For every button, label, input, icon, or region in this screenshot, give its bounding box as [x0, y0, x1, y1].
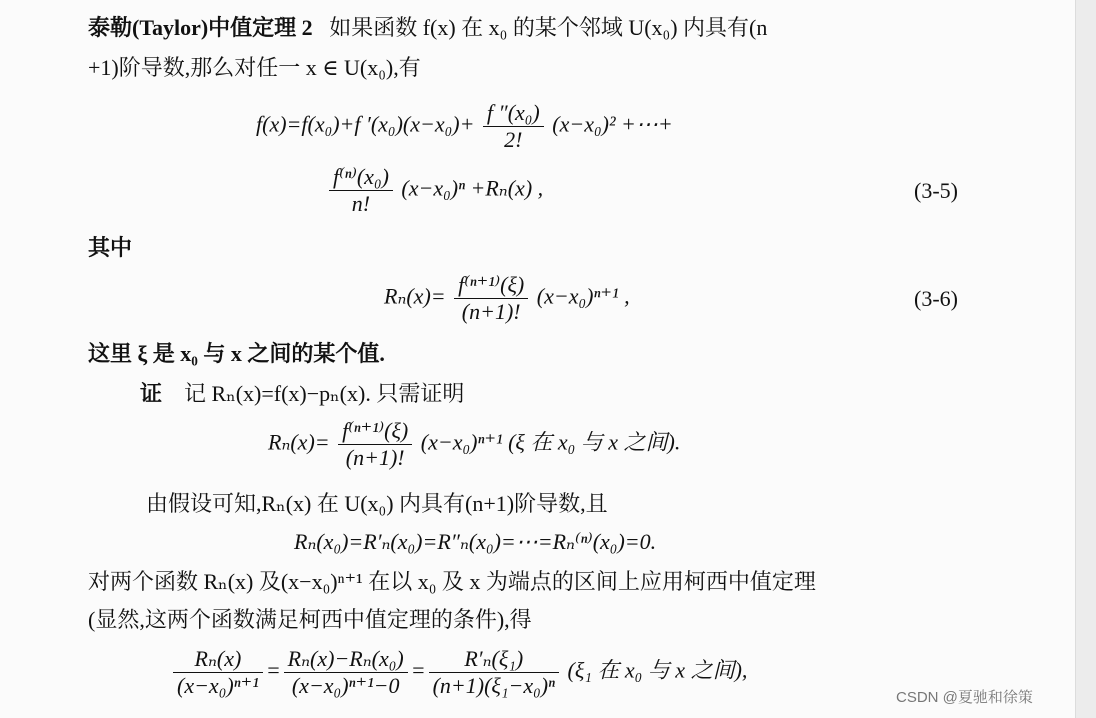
proof-eq-denominator: (n+1)!	[345, 445, 405, 470]
eq35-frac1-numerator: f ″(x₀)	[483, 100, 544, 127]
eq36-denominator: (n+1)!	[461, 299, 521, 324]
proof-line-5: (显然,这两个函数满足柯西中值定理的条件),得	[88, 607, 532, 632]
final-f3-denominator: (n+1)(ξ₁−x₀)ⁿ	[432, 673, 555, 698]
equation-number-3-5: (3-5)	[914, 178, 958, 203]
proof-eq-numerator: f⁽ⁿ⁺¹⁾(ξ)	[338, 418, 412, 445]
eq35-lhs: f(x)=f(x₀)+f ′(x₀)(x−x₀)+	[256, 111, 475, 137]
eq35-tail-2: (x−x₀)ⁿ +Rₙ(x) ,	[401, 175, 544, 201]
proof-line-1	[140, 380, 464, 408]
proof-equation	[268, 418, 680, 471]
theorem-title: 泰勒(Taylor)中值定理 2	[88, 15, 313, 40]
proof-eq-lhs: Rₙ(x)=	[268, 429, 330, 455]
eq35-frac1-denominator: 2!	[504, 127, 523, 152]
eq35-frac2-denominator: n!	[351, 191, 371, 216]
final-f2-numerator: Rₙ(x)−Rₙ(x₀)	[284, 646, 408, 673]
xi-statement: 这里 ξ 是 x₀ 与 x 之间的某个值.	[88, 341, 385, 366]
eq35-fraction-1	[483, 100, 544, 153]
where-label: 其中	[88, 235, 133, 260]
proof-eq-fraction	[338, 418, 412, 471]
proof-label: 证	[140, 381, 163, 406]
final-f1-numerator: Rₙ(x)	[173, 646, 263, 673]
equation-3-6	[384, 272, 630, 325]
final-f2-denominator: (x−x₀)ⁿ⁺¹−0	[291, 673, 400, 698]
eq35-tail-1: (x−x₀)² +⋯+	[552, 111, 673, 137]
eq36-lhs: Rₙ(x)=	[384, 283, 446, 309]
equation-3-5-line-1	[256, 100, 673, 153]
proof-line-2: 由假设可知,Rₙ(x) 在 U(x₀) 内具有(n+1)阶导数,且	[146, 491, 608, 516]
proof-line-3: Rₙ(x₀)=R′ₙ(x₀)=R″ₙ(x₀)=⋯=Rₙ⁽ⁿ⁾(x₀)=0.	[294, 529, 657, 554]
proof-eq-tail: (x−x₀)ⁿ⁺¹ (ξ 在 x₀ 与 x 之间).	[420, 429, 681, 455]
eq36-numerator: f⁽ⁿ⁺¹⁾(ξ)	[454, 272, 528, 299]
final-fraction-2	[284, 646, 408, 699]
final-f3-numerator: R′ₙ(ξ₁)	[429, 646, 559, 673]
equation-number-3-6: (3-6)	[914, 286, 958, 311]
eq35-fraction-2	[329, 164, 393, 217]
csdn-watermark: CSDN @夏驰和徐策	[896, 689, 1033, 706]
final-fraction-3	[429, 646, 559, 699]
theorem-line-1	[88, 14, 767, 42]
eq36-tail: (x−x₀)ⁿ⁺¹ ,	[536, 283, 630, 309]
final-fraction-1	[173, 646, 263, 699]
eq36-fraction	[454, 272, 528, 325]
proof-text-1: 记 Rₙ(x)=f(x)−pₙ(x). 只需证明	[184, 381, 465, 406]
proof-line-4: 对两个函数 Rₙ(x) 及(x−x₀)ⁿ⁺¹ 在以 x₀ 及 x 为端点的区间上应用柯西中值定理	[88, 569, 816, 594]
theorem-line-2: +1)阶导数,那么对任一 x ∈ U(x₀),有	[88, 55, 421, 80]
proof-final-equation: $\frac{\text{Rₙ(x)}}{\text{(x−x₀)ⁿ⁺¹}}$ = $\frac{\text{Rₙ(x)−Rₙ(x₀)}}{\text{(x−x₀)ⁿ⁺¹−0}}$ = $\frac{\text{R′ₙ(ξ₁)}}{\text{(n+1)(ξ₁−x₀)ⁿ}}$ (ξ₁ 在 x₀ 与 x 之间),	[170, 646, 747, 699]
theorem-statement-1: 如果函数 f(x) 在 x₀ 的某个邻域 U(x₀) 内具有(n	[329, 15, 768, 40]
vertical-scrollbar[interactable]	[1075, 0, 1096, 718]
final-f1-denominator: (x−x₀)ⁿ⁺¹	[177, 673, 259, 698]
equation-3-5-line-2	[326, 164, 543, 217]
final-tail: (ξ₁ 在 x₀ 与 x 之间),	[567, 657, 748, 683]
eq35-frac2-numerator: f⁽ⁿ⁾(x₀)	[329, 164, 393, 191]
